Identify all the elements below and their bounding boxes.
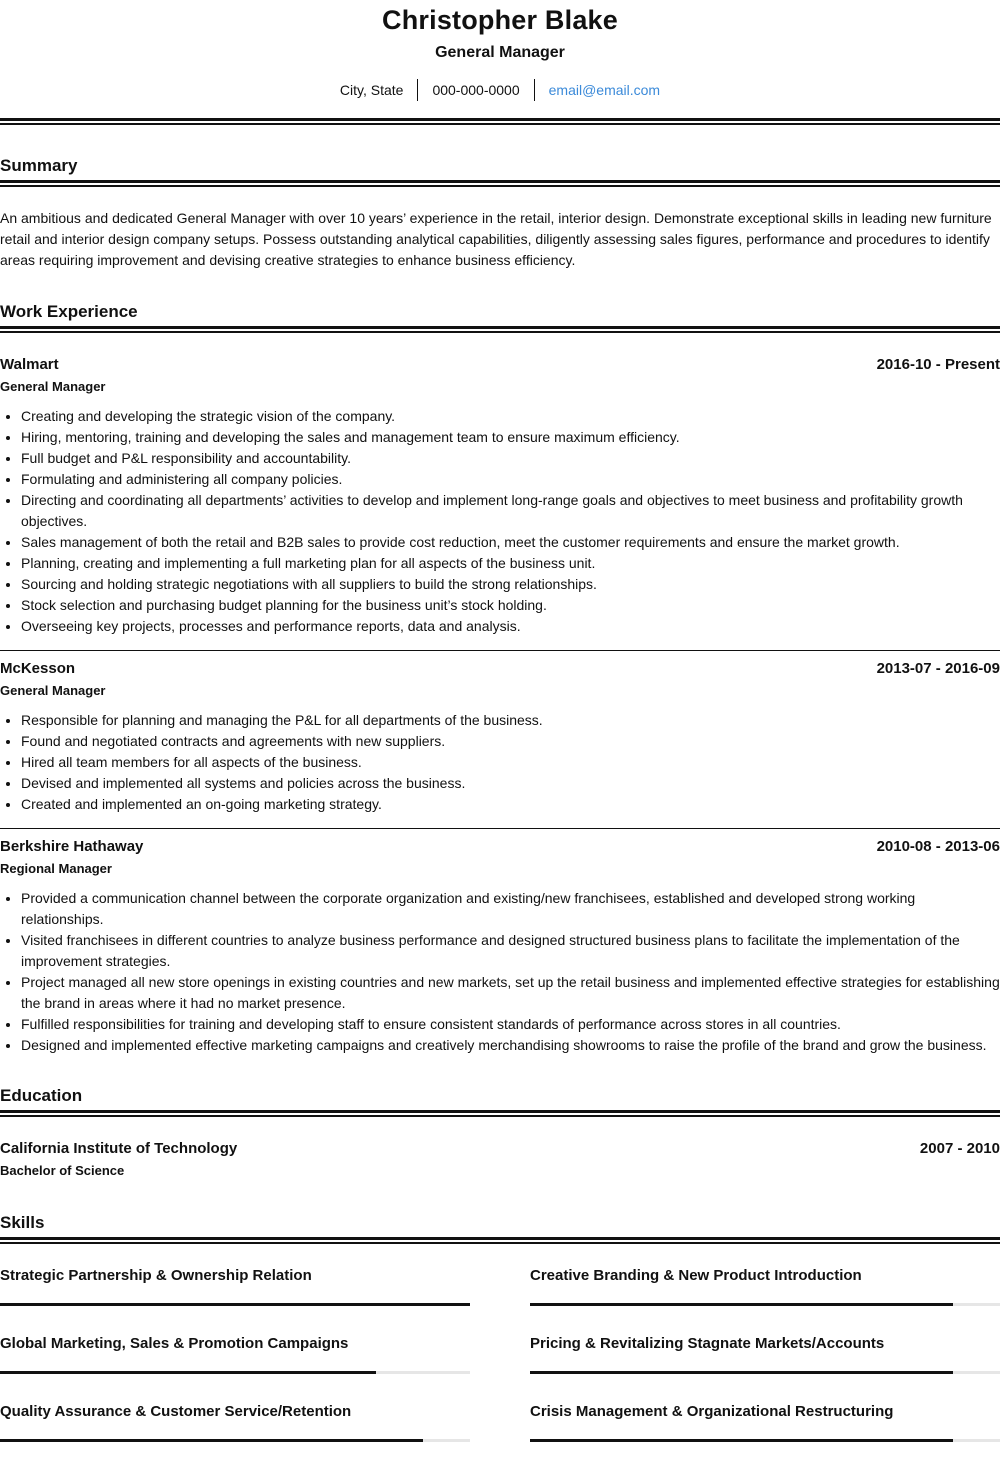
skill-bar-fill (0, 1371, 376, 1374)
section-rule (0, 180, 1000, 187)
list-item: • Stock selection and purchasing budget planning for the business unit’s stock holding. (21, 595, 1000, 616)
skill-bar-fill (0, 1439, 423, 1442)
list-item: • Devised and implemented all systems and policies across the business. (21, 773, 1000, 794)
email-link[interactable]: email@email.com (548, 82, 661, 98)
skill-bar-track (530, 1371, 1000, 1374)
skill-bar-fill (530, 1303, 953, 1306)
job-entry-walmart (0, 355, 1000, 637)
education-section (0, 1085, 1000, 1117)
skills-section (0, 1212, 1000, 1244)
skill-bar-track (0, 1303, 470, 1306)
section-rule (0, 326, 1000, 333)
list-item: • Visited franchisees in different countries to analyze business performance and designed structured business plans to facilitate the implementation of the improvement strategies. (21, 930, 1000, 972)
list-item: • Full budget and P&L responsibility and accountability. (21, 448, 1000, 469)
section-title-skills: Skills (0, 1213, 45, 1232)
summary-text: An ambitious and dedicated General Manager with over 10 years’ experience in the retail, interior design. Demonstrate exceptional skills in leading new furniture retail and interior design company setups. Possess outstanding analytical capabilities, diligently assessing sales figures, performance and procedures to identify areas requiring improvement and devising creative strategies to enhance business efficiency. (0, 210, 992, 268)
list-item: • Hiring, mentoring, training and developing the sales and management team to ensure maximum efficiency. (21, 427, 1000, 448)
resume-header (0, 0, 1000, 101)
candidate-title: General Manager (435, 44, 565, 61)
job-dates: 2010-08 - 2013-06 (876, 838, 1000, 855)
skill-bar-track (530, 1303, 1000, 1306)
skill-item (530, 1402, 1000, 1470)
job-entry-berkshire (0, 837, 1000, 1056)
job-role: Regional Manager (0, 861, 112, 876)
education-school: California Institute of Technology (0, 1140, 238, 1157)
list-item: • Hired all team members for all aspects of the business. (21, 752, 1000, 773)
job-role: General Manager (0, 379, 106, 394)
skill-name: Quality Assurance & Customer Service/Retention (0, 1403, 352, 1420)
job-bullets (0, 406, 1000, 637)
job-company: Walmart (0, 356, 59, 373)
job-bullets (0, 710, 1000, 815)
list-item: • Sales management of both the retail and B2B sales to provide cost reduction, meet the customer requirements and ensure the market growth. (21, 532, 1000, 553)
skill-item (530, 1334, 1000, 1402)
skill-item (0, 1402, 470, 1470)
section-title-education: Education (0, 1086, 83, 1105)
list-item: • Provided a communication channel between the corporate organization and existing/new franchisees, established and developed strong working relationships. (21, 888, 1000, 930)
job-bullets (0, 888, 1000, 1056)
list-item: • Directing and coordinating all departments’ activities to develop and implement long-range goals and objectives to meet business and profitability growth objectives. (21, 490, 1000, 532)
phone-text: 000-000-0000 (432, 82, 520, 98)
list-item: • Responsible for planning and managing the P&L for all departments of the business. (21, 710, 1000, 731)
header-rule (0, 118, 1000, 125)
list-item: • Formulating and administering all company policies. (21, 469, 1000, 490)
section-rule (0, 1110, 1000, 1117)
experience-section (0, 301, 1000, 333)
skill-name: Strategic Partnership & Ownership Relation (0, 1267, 312, 1284)
skill-item (530, 1266, 1000, 1334)
job-divider (0, 650, 1000, 651)
job-dates: 2013-07 - 2016-09 (876, 660, 1000, 677)
education-degree: Bachelor of Science (0, 1163, 125, 1178)
skill-bar-track (530, 1439, 1000, 1442)
job-company: Berkshire Hathaway (0, 838, 144, 855)
skill-item (0, 1266, 470, 1334)
list-item: • Fulfilled responsibilities for training and developing staff to ensure consistent standards of performance across stores in all countries. (21, 1014, 1000, 1035)
job-divider (0, 828, 1000, 829)
job-dates: 2016-10 - Present (876, 356, 1000, 373)
contact-info (0, 79, 1000, 101)
list-item: • Project managed all new store openings in existing countries and new markets, set up the retail business and implemented effective strategies for establishing the brand in areas where it had no market presence. (21, 972, 1000, 1014)
skill-bar-fill (530, 1371, 953, 1374)
skill-name: Pricing & Revitalizing Stagnate Markets/Accounts (530, 1335, 885, 1352)
list-item: • Creating and developing the strategic vision of the company. (21, 406, 1000, 427)
section-rule (0, 1237, 1000, 1244)
education-dates: 2007 - 2010 (919, 1140, 1000, 1157)
list-item: • Designed and implemented effective marketing campaigns and creatively merchandising showrooms to raise the profile of the brand and grow the business. (21, 1035, 1000, 1056)
skill-name: Global Marketing, Sales & Promotion Campaigns (0, 1335, 349, 1352)
skill-bar-fill (530, 1439, 953, 1442)
section-title-summary: Summary (0, 156, 78, 175)
skill-name: Crisis Management & Organizational Restructuring (530, 1403, 894, 1420)
job-entry-mckesson (0, 659, 1000, 815)
skill-bar-track (0, 1439, 470, 1442)
candidate-name: Christopher Blake (382, 5, 618, 35)
location-text: City, State (339, 82, 404, 98)
skill-bar-fill (0, 1303, 470, 1306)
list-item: • Planning, creating and implementing a full marketing plan for all aspects of the business unit. (21, 553, 1000, 574)
list-item: • Found and negotiated contracts and agreements with new suppliers. (21, 731, 1000, 752)
skills-grid (0, 1266, 1000, 1470)
skill-bar-track (0, 1371, 470, 1374)
list-item: • Sourcing and holding strategic negotiations with all suppliers to build the strong relationships. (21, 574, 1000, 595)
list-item: • Overseeing key projects, processes and performance reports, data and analysis. (21, 616, 1000, 637)
job-role: General Manager (0, 683, 106, 698)
summary-section (0, 155, 1000, 271)
skill-name: Creative Branding & New Product Introduction (530, 1267, 862, 1284)
section-title-experience: Work Experience (0, 302, 138, 321)
education-entry (0, 1139, 1000, 1180)
skill-item (0, 1334, 470, 1402)
list-item: • Created and implemented an on-going marketing strategy. (21, 794, 1000, 815)
job-company: McKesson (0, 660, 76, 677)
